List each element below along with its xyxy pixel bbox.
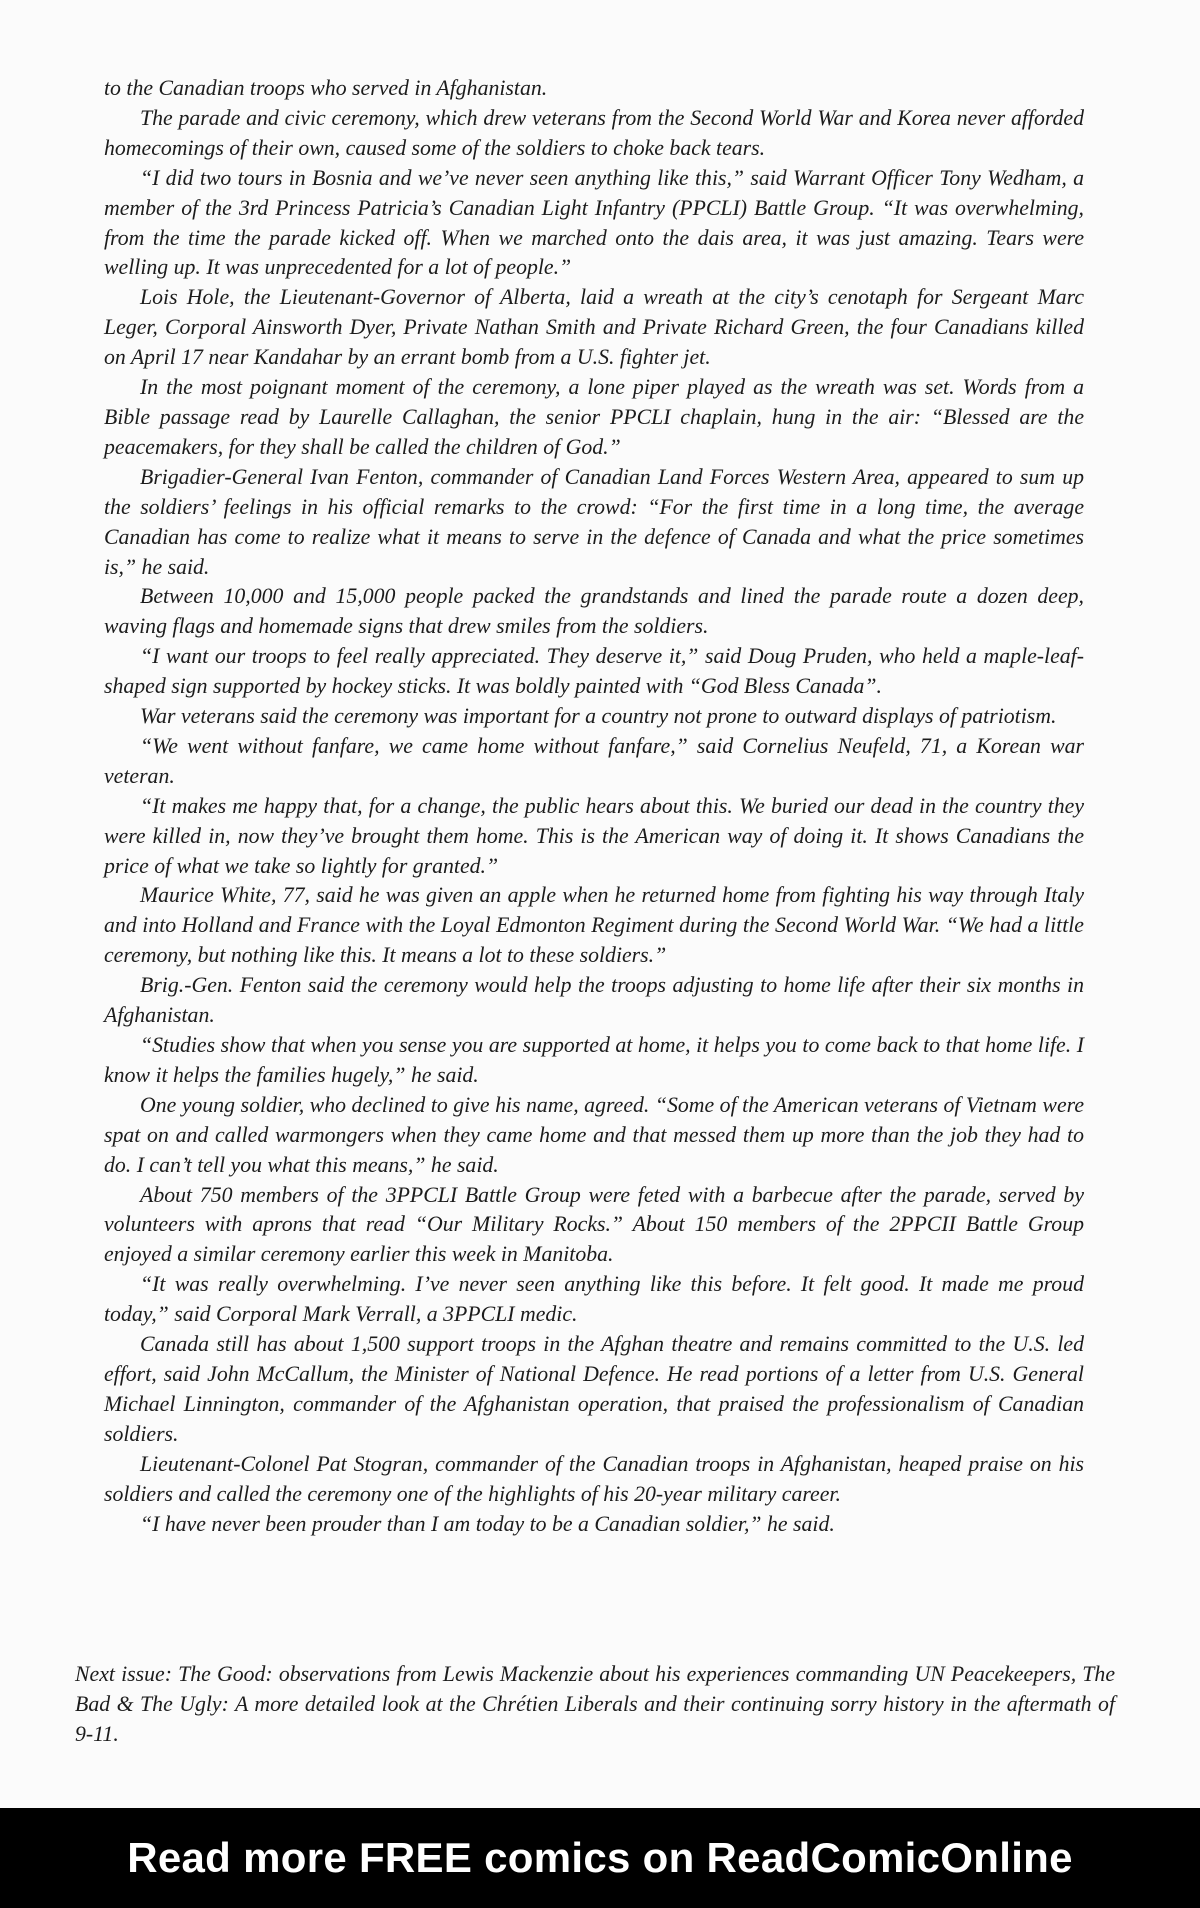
promo-banner-text[interactable]: Read more FREE comics on ReadComicOnline [127, 1834, 1073, 1881]
article-paragraph: In the most poignant moment of the ceremony, a lone piper played as the wreath was set. Words from a Bible passage read by Laurelle Callaghan, the senior PPCLI chaplain, hung in the air: “Blessed are the peacemakers, for they shall be called the children of God.” [104, 375, 1084, 459]
article-paragraph: War veterans said the ceremony was important for a country not prone to outward displays of patriotism. [140, 704, 1057, 729]
article-paragraph: Brigadier-General Ivan Fenton, commander of Canadian Land Forces Western Area, appeared to sum up the soldiers’ feelings in his official remarks to the crowd: “For the first time in a long time, the average Canadian has come to realize what it means to serve in the defence of Canada and what the price sometimes is,” he said. [104, 464, 1084, 579]
article-paragraph: “It makes me happy that, for a change, the public hears about this. We buried our dead in the country they were killed in, now they’ve brought them home. This is the American way of doing it. It shows Canadians the price of what we take so lightly for granted.” [104, 793, 1084, 878]
promo-banner[interactable] [0, 1808, 1200, 1908]
article-paragraph: “Studies show that when you sense you are supported at home, it helps you to come back to that home life. I know it helps the families hugely,” he said. [104, 1033, 1084, 1087]
article-paragraph: to the Canadian troops who served in Afghanistan. [104, 76, 548, 100]
article-paragraph: Between 10,000 and 15,000 people packed the grandstands and lined the parade route a dozen deep, waving flags and homemade signs that drew smiles from the soldiers. [104, 584, 1084, 639]
article-paragraph: One young soldier, who declined to give his name, agreed. “Some of the American veterans of Vietnam were spat on and called warmongers when they came home and that messed them up more than the job they had to do. I can’t tell you what this means,” he said. [104, 1092, 1084, 1177]
article-paragraph: “It was really overwhelming. I’ve never seen anything like this before. It felt good. It made me proud today,” said Corporal Mark Verrall, a 3PPCLI medic. [104, 1272, 1084, 1327]
article-paragraph: The parade and civic ceremony, which drew veterans from the Second World War and Korea never afforded homecomings of their own, caused some of the soldiers to choke back tears. [104, 105, 1084, 160]
article-paragraph: About 750 members of the 3PPCLI Battle Group were feted with a barbecue after the parade, served by volunteers with aprons that read “Our Military Rocks.” About 150 members of the 2PPCII Battle Group enjoyed a similar ceremony earlier this week in Manitoba. [104, 1182, 1084, 1267]
article-body [104, 74, 1084, 1539]
article-paragraph: “We went without fanfare, we came home without fanfare,” said Cornelius Neufeld, 71, a Korean war veteran. [104, 733, 1084, 788]
next-issue-note: Next issue: The Good: observations from Lewis Mackenzie about his experiences commanding UN Peacekeepers, The Bad & The Ugly: A more detailed look at the Chrétien Liberals and their continuing sorry history in the aftermath of 9-11. [75, 1662, 1115, 1746]
article-paragraph: “I want our troops to feel really appreciated. They deserve it,” said Doug Pruden, who held a maple-leaf-shaped sign supported by hockey sticks. It was boldly painted with “God Bless Canada”. [104, 644, 1084, 699]
article-paragraph: Lieutenant-Colonel Pat Stogran, commander of the Canadian troops in Afghanistan, heaped praise on his soldiers and called the ceremony one of the highlights of his 20-year military career. [104, 1451, 1084, 1506]
article-paragraph: Lois Hole, the Lieutenant-Governor of Alberta, laid a wreath at the city’s cenotaph for Sergeant Marc Leger, Corporal Ainsworth Dyer, Private Nathan Smith and Private Richard Green, the four Canadians killed on April 17 near Kandahar by an errant bomb from a U.S. fighter jet. [104, 285, 1084, 370]
article-paragraph: Maurice White, 77, said he was given an apple when he returned home from fighting his way through Italy and into Holland and France with the Loyal Edmonton Regiment during the Second World War. “We had a little ceremony, but nothing like this. It means a lot to these soldiers.” [104, 883, 1084, 968]
article-paragraph: “I have never been prouder than I am today to be a Canadian soldier,” he said. [140, 1511, 835, 1536]
article-paragraph: Canada still has about 1,500 support troops in the Afghan theatre and remains committed to the U.S. led effort, said John McCallum, the Minister of National Defence. He read portions of a letter from U.S. General Michael Linnington, commander of the Afghanistan operation, that praised the professionalism of Canadian soldiers. [104, 1332, 1084, 1446]
article-paragraph: “I did two tours in Bosnia and we’ve never seen anything like this,” said Warrant Officer Tony Wedham, a member of the 3rd Princess Patricia’s Canadian Light Infantry (PPCLI) Battle Group. “It was overwhelming, from the time the parade kicked off. When we marched onto the dais area, it was just amazing. Tears were welling up. It was unprecedented for a lot of people.” [104, 165, 1084, 280]
article-paragraph: Brig.-Gen. Fenton said the ceremony would help the troops adjusting to home life after their six months in Afghanistan. [104, 973, 1084, 1028]
